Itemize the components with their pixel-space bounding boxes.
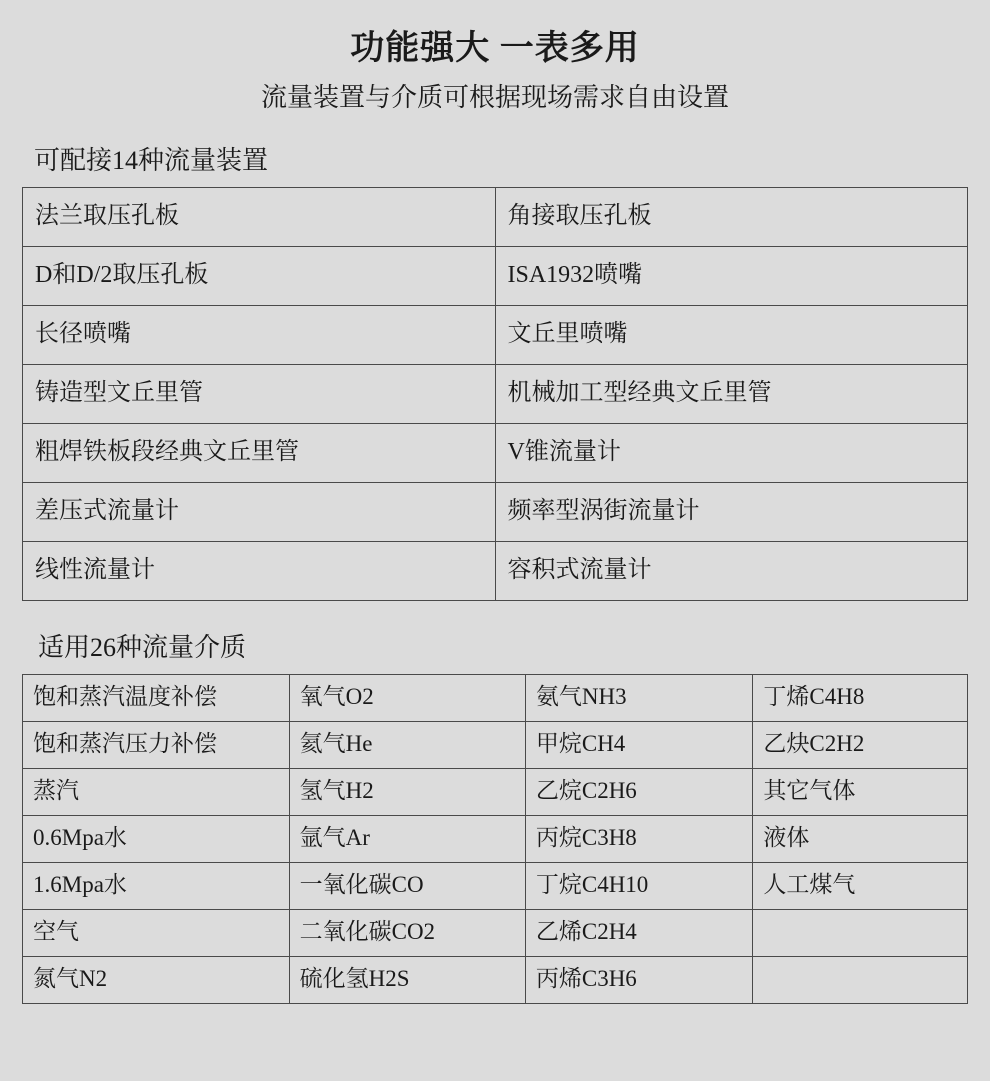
table-cell: 乙炔C2H2 (753, 722, 968, 769)
table-row (23, 675, 968, 722)
table-cell: 容积式流量计 (495, 542, 968, 601)
table-cell: 氢气H2 (289, 769, 525, 816)
table-cell: 乙烯C2H4 (525, 910, 753, 957)
table-row (23, 306, 968, 365)
media-section-label: 适用26种流量介质 (38, 633, 247, 663)
table-cell: 氧气O2 (289, 675, 525, 722)
table-cell: 氩气Ar (289, 816, 525, 863)
table-row (23, 769, 968, 816)
table-cell: 人工煤气 (753, 863, 968, 910)
table-cell: 丙烷C3H8 (525, 816, 753, 863)
table-cell: 甲烷CH4 (525, 722, 753, 769)
table-cell: 法兰取压孔板 (23, 188, 496, 247)
table-cell: 一氧化碳CO (289, 863, 525, 910)
table-cell: 空气 (23, 910, 290, 957)
table-row (23, 542, 968, 601)
table-cell: 丁烷C4H10 (525, 863, 753, 910)
table-cell: 乙烷C2H6 (525, 769, 753, 816)
table-row (23, 247, 968, 306)
table-cell: 角接取压孔板 (495, 188, 968, 247)
table-row (23, 188, 968, 247)
table-cell: 文丘里喷嘴 (495, 306, 968, 365)
table-cell: V锥流量计 (495, 424, 968, 483)
table-cell: 氦气He (289, 722, 525, 769)
table-cell: 丙烯C3H6 (525, 957, 753, 1004)
table-cell: ISA1932喷嘴 (495, 247, 968, 306)
table-cell: 氨气NH3 (525, 675, 753, 722)
table-cell: 0.6Mpa水 (23, 816, 290, 863)
table-cell: 1.6Mpa水 (23, 863, 290, 910)
table-cell: 二氧化碳CO2 (289, 910, 525, 957)
table-cell: 硫化氢H2S (289, 957, 525, 1004)
table-row (23, 722, 968, 769)
table-cell: 液体 (753, 816, 968, 863)
table-row (23, 863, 968, 910)
media-table (22, 674, 968, 1004)
page-title: 功能强大 一表多用 (350, 30, 640, 67)
table-cell: 饱和蒸汽压力补偿 (23, 722, 290, 769)
table-cell: 差压式流量计 (23, 483, 496, 542)
table-cell: 粗焊铁板段经典文丘里管 (23, 424, 496, 483)
table-cell (753, 910, 968, 957)
devices-table (22, 187, 968, 601)
table-cell: 线性流量计 (23, 542, 496, 601)
devices-section-label: 可配接14种流量装置 (34, 146, 269, 176)
table-row (23, 910, 968, 957)
table-row (23, 816, 968, 863)
table-cell: 蒸汽 (23, 769, 290, 816)
table-cell (753, 957, 968, 1004)
table-cell: 频率型涡街流量计 (495, 483, 968, 542)
table-cell: 饱和蒸汽温度补偿 (23, 675, 290, 722)
table-cell: 铸造型文丘里管 (23, 365, 496, 424)
table-cell: 机械加工型经典文丘里管 (495, 365, 968, 424)
table-cell: D和D/2取压孔板 (23, 247, 496, 306)
table-row (23, 957, 968, 1004)
table-cell: 长径喷嘴 (23, 306, 496, 365)
table-row (23, 424, 968, 483)
table-cell: 氮气N2 (23, 957, 290, 1004)
page-subtitle: 流量装置与介质可根据现场需求自由设置 (260, 82, 729, 112)
table-cell: 其它气体 (753, 769, 968, 816)
table-row (23, 483, 968, 542)
table-cell: 丁烯C4H8 (753, 675, 968, 722)
table-row (23, 365, 968, 424)
